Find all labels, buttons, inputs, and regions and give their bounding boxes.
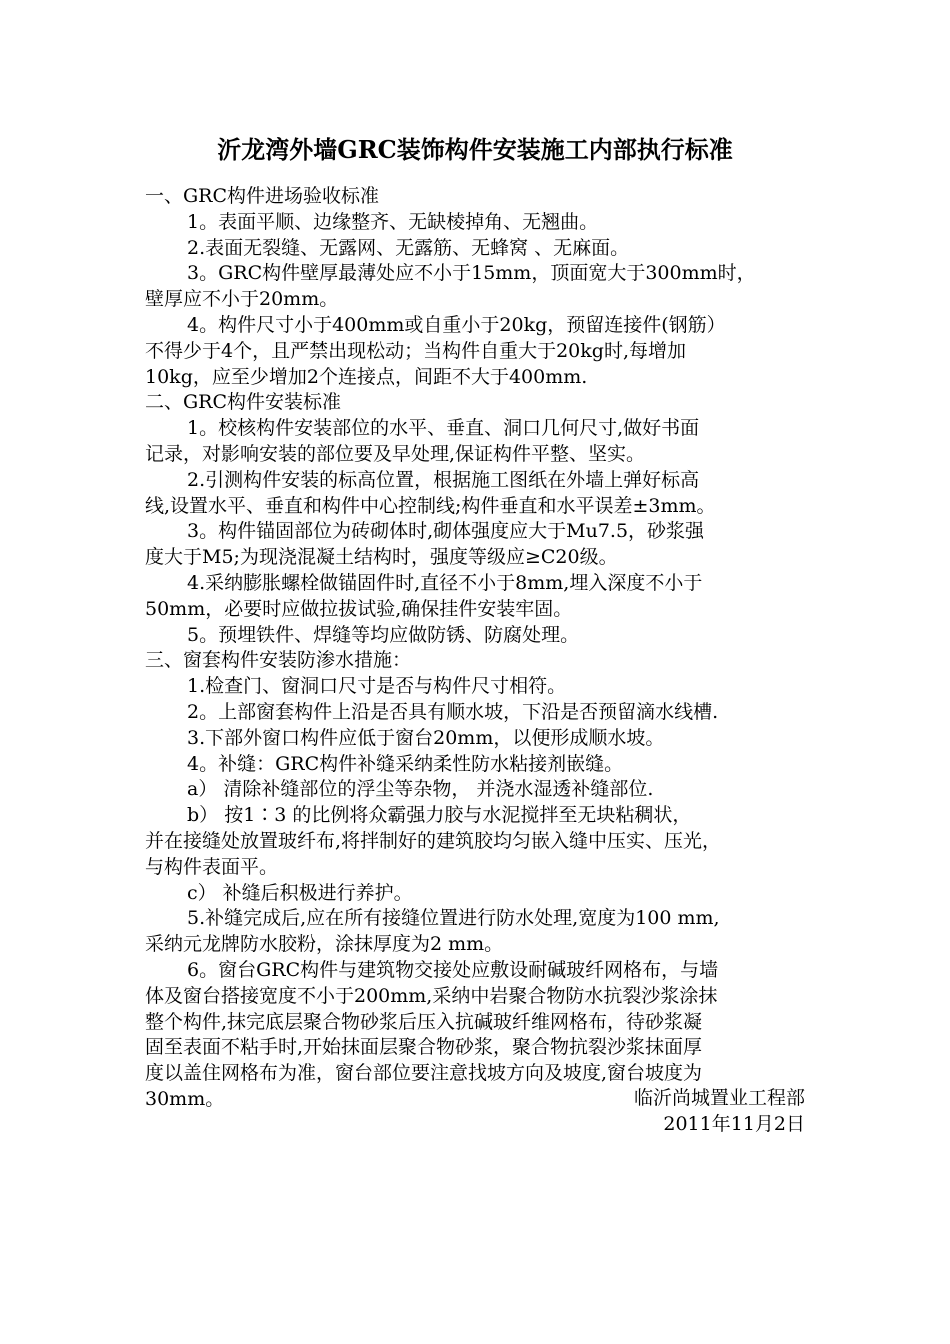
paragraph-line: 度以盖住网格布为准，窗台部位要注意找坡方向及坡度,窗台坡度为 (145, 1062, 703, 1085)
paragraph-line: 整个构件,抹完底层聚合物砂浆后压入抗碱玻纤维网格布，待砂浆凝 (145, 1010, 703, 1033)
section-heading-1: 一、GRC构件进场验收标准 (145, 185, 380, 207)
paragraph-line: 2.引测构件安装的标高位置，根据施工图纸在外墙上弹好标高 (187, 468, 700, 491)
document-title: 沂龙湾外墙GRC装饰构件安装施工内部执行标准 (217, 135, 733, 164)
paragraph-line: 2。上部窗套构件上沿是否具有顺水坡，下沿是否预留滴水线槽. (187, 700, 719, 723)
paragraph-line: 并在接缝处放置玻纤布,将拌制好的建筑胶均匀嵌入缝中压实、压光， (145, 829, 722, 852)
paragraph-line: 3。构件锚固部位为砖砌体时,砌体强度应大于Mu7.5，砂浆强 (187, 520, 705, 543)
paragraph-line: 1。校核构件安装部位的水平、垂直、洞口几何尺寸,做好书面 (187, 417, 700, 440)
paragraph-line: 3.下部外窗口构件应低于窗台20mm，以便形成顺水坡。 (187, 726, 665, 749)
paragraph-line: 30mm。 (145, 1087, 225, 1110)
paragraph-line: 4.采纳膨胀螺栓做锚固件时,直径不小于8mm,埋入深度不小于 (187, 571, 703, 594)
paragraph-line: 5。预埋铁件、焊缝等均应做防锈、防腐处理。 (187, 623, 580, 646)
paragraph-line: 不得少于4个，且严禁出现松动；当构件自重大于20kg时,每增加 (145, 339, 686, 362)
paragraph-line: c） 补缝后积极进行养护。 (187, 881, 413, 904)
paragraph-line: 与构件表面平。 (145, 855, 279, 878)
paragraph-line: 10kg，应至少增加2个连接点，间距不大于400mm. (145, 365, 588, 388)
section-heading-3: 三、窗套构件安装防渗水措施： (145, 649, 412, 672)
paragraph-line: 壁厚应不小于20mm。 (145, 288, 339, 311)
signature-organization: 临沂尚城置业工程部 (633, 1087, 805, 1109)
paragraph-line: 5.补缝完成后,应在所有接缝位置进行防水处理,宽度为100 mm, (187, 907, 720, 930)
paragraph-line: 2.表面无裂缝、无露网、无露筋、无蜂窝 、无麻面。 (187, 236, 630, 259)
paragraph-line: 1.检查门、窗洞口尺寸是否与构件尺寸相符。 (187, 675, 567, 698)
paragraph-line: 度大于M5;为现浇混凝土结构时，强度等级应≥C20级。 (145, 546, 618, 569)
paragraph-line: 采纳元龙牌防水胶粉，涂抹厚度为2 mm。 (145, 933, 504, 956)
paragraph-line: 记录，对影响安装的部位要及早处理,保证构件平整、坚实。 (145, 442, 646, 465)
paragraph-line: 4。构件尺寸小于400mm或自重小于20kg，预留连接件(钢筋） (187, 313, 726, 336)
paragraph-line: 线,设置水平、垂直和构件中心控制线;构件垂直和水平误差±3mm。 (145, 494, 716, 517)
paragraph-line: a） 清除补缝部位的浮尘等杂物， 并浇水湿透补缝部位. (187, 778, 654, 801)
paragraph-line: 4。补缝：GRC构件补缝采纳柔性防水粘接剂嵌缝。 (187, 752, 624, 775)
document-body (145, 184, 815, 1113)
paragraph-line: 固至表面不粘手时,开始抹面层聚合物砂浆，聚合物抗裂沙浆抹面厚 (145, 1036, 703, 1059)
paragraph-line: b） 按1∶3 的比例将众霸强力胶与水泥搅拌至无块粘稠状， (187, 804, 692, 827)
paragraph-line: 3。GRC构件壁厚最薄处应不小于15mm，顶面宽大于300mm时， (187, 262, 756, 285)
section-heading-2: 二、GRC构件安装标准 (145, 391, 342, 414)
signature-date: 2011年11月2日 (663, 1113, 805, 1135)
paragraph-line: 1。表面平顺、边缘整齐、无缺棱掉角、无翘曲。 (187, 210, 599, 233)
paragraph-line: 6。窗台GRC构件与建筑物交接处应敷设耐碱玻纤网格布，与墙 (187, 958, 719, 981)
paragraph-line: 体及窗台搭接宽度不小于200mm,采纳中岩聚合物防水抗裂沙浆涂抹 (145, 984, 718, 1007)
paragraph-line: 50mm，必要时应做拉拔试验,确保挂件安装牢固。 (145, 597, 573, 620)
